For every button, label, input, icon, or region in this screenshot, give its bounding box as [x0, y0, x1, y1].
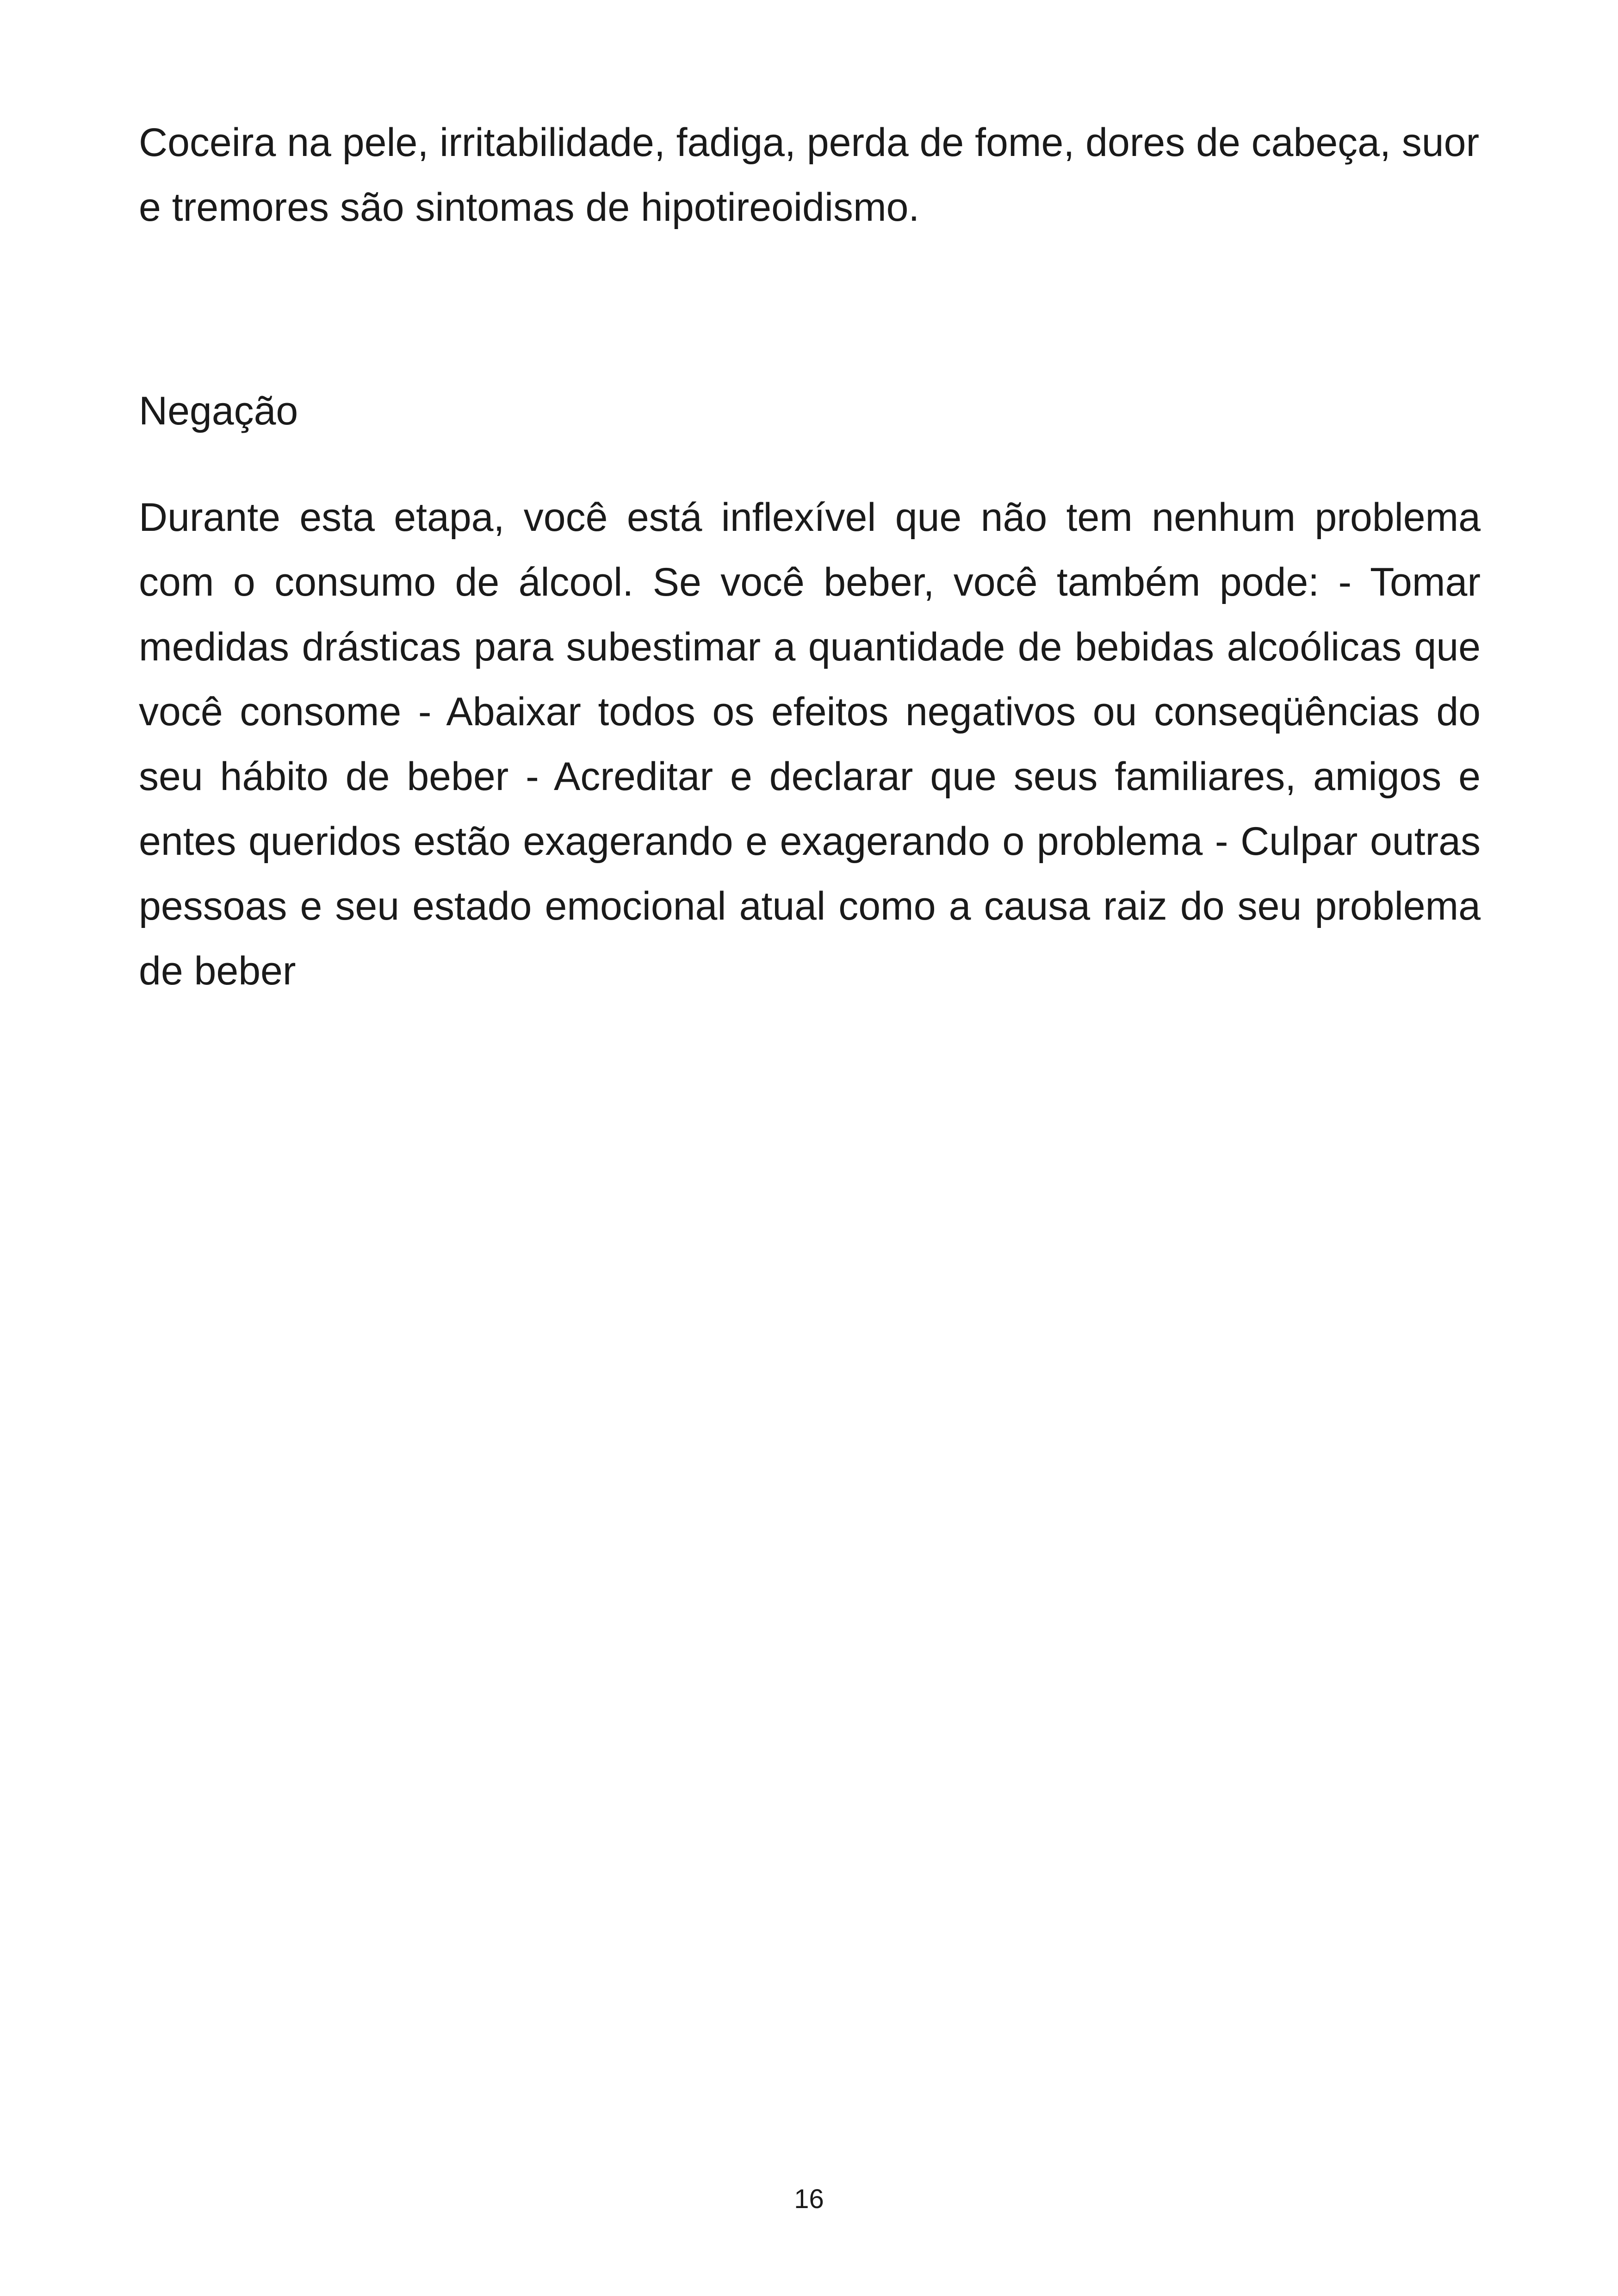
section-heading: Negação	[139, 389, 298, 433]
symptoms-paragraph: Coceira na pele, irritabilidade, fadiga, perda de fome, dores de cabeça, suor e tremores são sintomas de hipotireoidismo.	[139, 120, 1480, 230]
page-number: 16	[794, 2184, 824, 2214]
denial-paragraph: Durante esta etapa, você está inflexível que não tem nenhum problema com o consumo de álcool. Se você beber, você também pode: - Tomar medidas drásticas para subestimar a quantidade de bebidas alcoólicas que você consome - Abaixar todos os efeitos negativos ou conseqüências do seu hábito de beber - Acreditar e declarar que seus familiares, amigos e entes queridos estão exagerando e exagerando o problema - Culpar outras pessoas e seu estado emocional atual como a causa raiz do seu problema de beber	[139, 495, 1481, 993]
